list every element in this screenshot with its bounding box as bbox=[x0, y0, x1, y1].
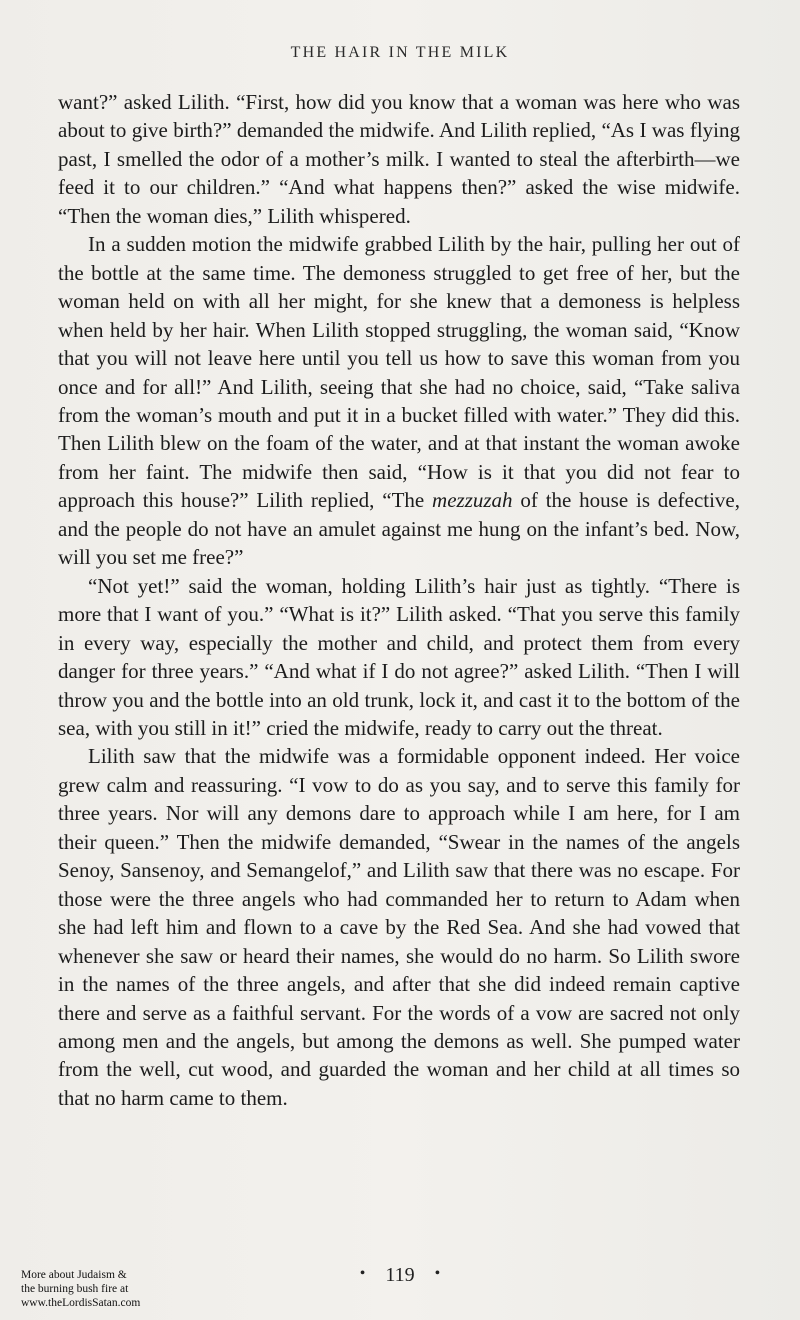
watermark-line-2: the burning bush fire at bbox=[21, 1283, 129, 1295]
paragraph-3-text: “Not yet!” said the woman, holding Lilith’s hair just as tightly. “There is more that I want of you.” “What is it?” Lilith asked. “That you serve this family in every way, especially the mother and child, and protect them from every danger for three years.” “And what if I do not agree?” asked Lilith. “Then I will throw you and the bottle into an old trunk, lock it, and cast it to the bottom of the sea, with you still in it!” cried the midwife, ready to carry out the threat. bbox=[58, 573, 740, 740]
paragraph-4-text: Lilith saw that the midwife was a formidable opponent indeed. Her voice grew calm and reassuring. “I vow to do as you say, and to serve this family for three years. Nor will any demons dare to approach while I am here, for I am their queen.” Then the midwife demanded, “Swear in the names of the angels Senoy, Sansenoy, and Semangelof,” and Lilith saw that there was no escape. For those were the three angels who had commanded her to return to Adam when she had left him and flown to a cave by the Red Sea. And she had vowed that whenever she saw or heard their names, she would do no harm. So Lilith swore in the names of the three angels, and after that she did indeed remain captive there and serve as a faithful servant. For the words of a vow are sacred not only among men and the angels, but among the demons as well. She pumped water from the well, cut wood, and guarded the woman and her child at all times so that no harm came to them. bbox=[58, 744, 740, 1110]
folio-ornament-right: • bbox=[434, 1265, 441, 1282]
site-watermark bbox=[21, 1268, 201, 1310]
body-text bbox=[58, 88, 740, 1112]
watermark-url: www.theLordisSatan.com bbox=[21, 1297, 141, 1309]
running-head: THE HAIR IN THE MILK bbox=[290, 44, 510, 61]
paragraph-2 bbox=[58, 230, 740, 571]
folio-ornament-left: • bbox=[359, 1265, 366, 1282]
watermark-line-1: More about Judaism & bbox=[21, 1269, 127, 1281]
paragraph-2-text-a: In a sudden motion the midwife grabbed Lilith by the hair, pulling her out of the bottle at the same time. The demoness struggled to get free of her, but the woman held on with all her might, for she knew that a demoness is helpless when held by her hair. When Lilith stopped struggling, the woman said, “Know that you will not leave here until you tell us how to save this woman from you once and for all!” And Lilith, seeing that she had no choice, said, “Take saliva from the woman’s mouth and put it in a bucket filled with water.” They did this. Then Lilith blew on the foam of the water, and at that instant the woman awoke from her faint. The midwife then said, “How is it that you did not fear to approach this house?” Lilith replied, “The bbox=[58, 232, 740, 513]
paragraph-2-text-b: of the house is defective, and the people do not have an amulet against me hung on the infant’s bed. Now, will you set me free?” bbox=[58, 488, 741, 570]
page-number: 119 bbox=[385, 1264, 415, 1286]
paragraph-3 bbox=[58, 572, 740, 743]
mezzuzah-term: mezzuzah bbox=[432, 488, 513, 513]
paragraph-4 bbox=[58, 742, 740, 1112]
paragraph-1 bbox=[58, 88, 740, 230]
paragraph-1-text: want?” asked Lilith. “First, how did you know that a woman was here who was about to give birth?” demanded the midwife. And Lilith replied, “As I was flying past, I smelled the odor of a mother’s milk. I wanted to steal the afterbirth—we feed it to our children.” “And what happens then?” asked the wise midwife. “Then the woman dies,” Lilith whispered. bbox=[58, 90, 740, 228]
